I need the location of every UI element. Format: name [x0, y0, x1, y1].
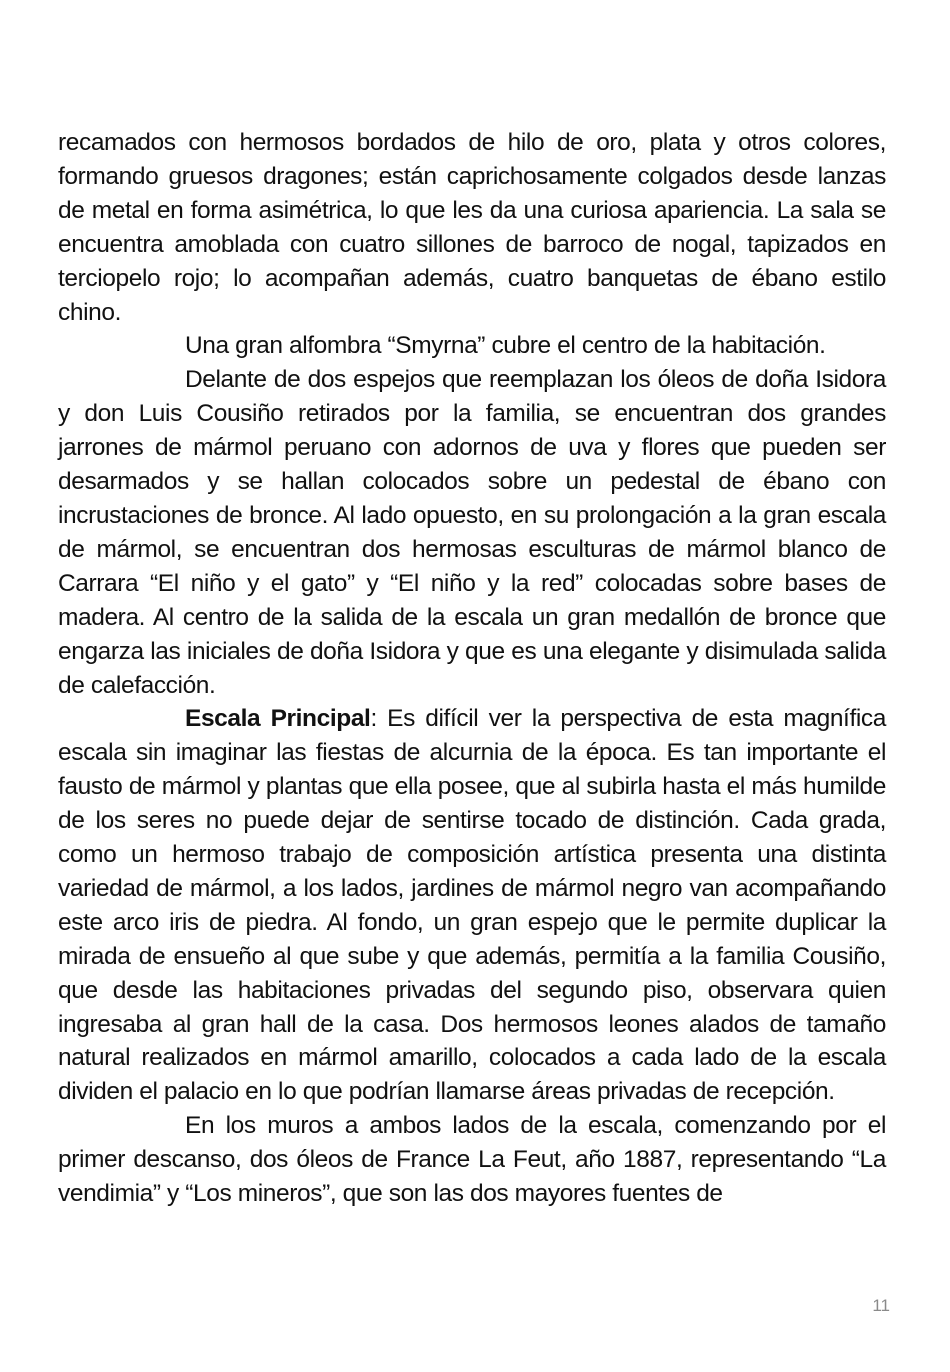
paragraph-staircase-walls: En los muros a ambos lados de la escala, comenzando por el primer descanso, dos óleos de France La Feut, año 1887, representando “La vendimia” y “Los mineros”, que son las dos mayores fuentes de — [58, 1112, 886, 1208]
paragraph-salon-furnishings: recamados con hermosos bordados de hilo de oro, plata y otros colores, formando gruesos dragones; están caprichosamente colgados desde lanzas de metal en forma asimétrica, lo que les da una curiosa apariencia. La sala se encuentra amoblada con cuatro sillones de barroco de nogal, tapizados en terciopelo rojo; lo acompañan además, cuatro banquetas de ébano estilo chino. — [58, 129, 886, 326]
paragraph-mirrors-and-sculptures: Delante de dos espejos que reemplazan los óleos de doña Isidora y don Luis Cousiño retirados por la familia, se encuentran dos grandes jarrones de mármol peruano con adornos de uva y flores que pueden ser desarmados y se hallan colocados sobre un pedestal de ébano con incrustaciones de bronce. Al lado opuesto, en su prolongación a la gran escala de mármol, se encuentran dos hermosas esculturas de mármol blanco de Carrara “El niño y el gato” y “El niño y la red” colocadas sobre bases de madera. Al centro de la salida de la escala un gran medallón de bronce que engarza las iniciales de doña Isidora y que es una elegante y disimulada salida de calefacción. — [58, 366, 886, 699]
section-heading-escala-principal: Escala Principal — [185, 705, 371, 733]
paragraph-main-staircase-text: : Es difícil ver la perspectiva de esta magnífica escala sin imaginar las fiestas de alcurnia de la época. Es tan importante el fausto de mármol y plantas que ella posee, que al subirla hasta el más humilde de los seres no puede dejar de sentirse tocado de distinción. Cada grada, como un hermoso trabajo de composición artística presenta una distinta variedad de mármol, a los lados, jardines de mármol negro van acompañando este arco iris de piedra. Al fondo, un gran espejo que le permite duplicar la mirada de ensueño al que sube y que además, permitía a la familia Cousiño, que desde las habitaciones privadas del segundo piso, observara quien ingresaba al gran hall de la casa. Dos hermosos leones alados de tamaño natural realizados en mármol amarillo, colocados a cada lado de la escala dividen el palacio en lo que podrían llamarse áreas privadas de recepción. — [58, 705, 886, 1106]
page-number: 11 — [872, 1296, 890, 1315]
body-text — [58, 126, 886, 1211]
paragraph-main-staircase — [58, 702, 886, 1109]
paragraph-smyrna-rug: Una gran alfombra “Smyrna” cubre el centro de la habitación. — [185, 332, 826, 360]
